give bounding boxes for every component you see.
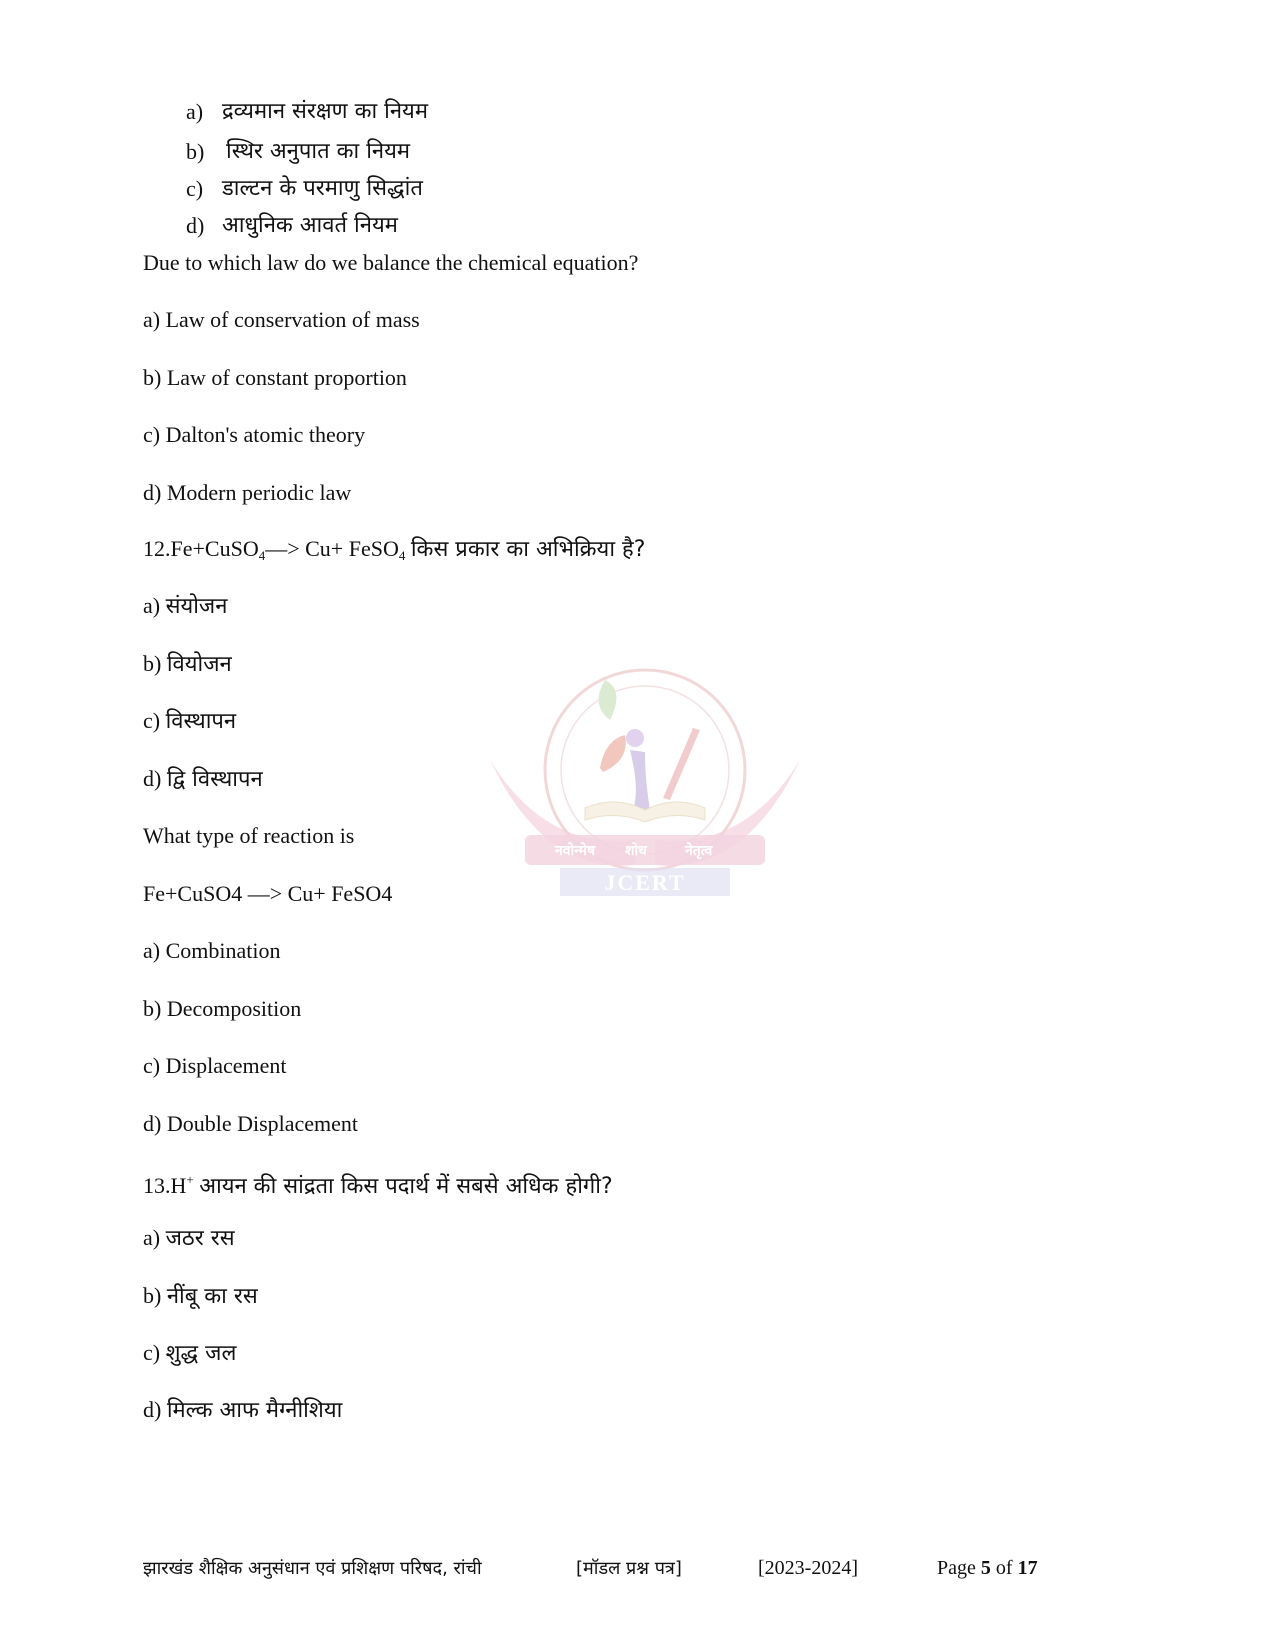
q11-en-question: Due to which law do we balance the chemical equation? bbox=[143, 250, 639, 275]
jcert-watermark-logo bbox=[485, 660, 805, 950]
q11-en-option-a: a) Law of conservation of mass bbox=[143, 307, 420, 332]
watermark-jcert: JCERT bbox=[604, 870, 686, 895]
q11-hi-option-b: b) स्थिर अनुपात का नियम bbox=[186, 139, 411, 164]
q12-en-equation: Fe+CuSO4 —> Cu+ FeSO4 bbox=[143, 881, 393, 906]
q13-option-c: c) शुद्ध जल bbox=[143, 1340, 237, 1366]
q11-en-option-d: d) Modern periodic law bbox=[143, 480, 352, 505]
footer-paper-type: [मॉडल प्रश्न पत्र] bbox=[576, 1558, 682, 1579]
q12-hi-option-d: d) द्वि विस्थापन bbox=[143, 766, 263, 792]
footer-council: झारखंड शैक्षिक अनुसंधान एवं प्रशिक्षण परिषद, रांची bbox=[143, 1558, 482, 1579]
q11-en-option-b: b) Law of constant proportion bbox=[143, 365, 407, 390]
footer-page-number: Page 5 of 17 bbox=[937, 1557, 1038, 1579]
q11-hi-option-a: a) द्रव्यमान संरक्षण का नियम bbox=[186, 99, 428, 124]
q11-hi-option-c: c) डाल्टन के परमाणु सिद्धांत bbox=[186, 176, 423, 201]
q12-en-question: What type of reaction is bbox=[143, 823, 355, 848]
q11-hi-option-d: d) आधुनिक आवर्त नियम bbox=[186, 213, 398, 238]
q13-option-a: a) जठर रस bbox=[143, 1225, 235, 1251]
q12-hi-question: 12.Fe+CuSO$_4$—> Cu+ FeSO$_4$ किस प्रकार का अभिक्रिया है? bbox=[143, 536, 646, 563]
watermark-motto-2: शोध bbox=[625, 843, 647, 859]
watermark-motto-1: नवोन्मेष bbox=[555, 843, 596, 859]
q11-en-option-c: c) Dalton's atomic theory bbox=[143, 422, 366, 447]
q13-hi-question: 13.H+ आयन की सांद्रता किस पदार्थ में सबसे अधिक होगी? bbox=[143, 1172, 613, 1199]
q12-hi-option-b: b) वियोजन bbox=[143, 651, 232, 677]
q13-option-b: b) नींबू का रस bbox=[143, 1283, 258, 1309]
q12-hi-option-c: c) विस्थापन bbox=[143, 708, 237, 734]
q13-option-d: d) मिल्क आफ मैग्नीशिया bbox=[143, 1397, 343, 1423]
q12-en-option-c: c) Displacement bbox=[143, 1053, 287, 1078]
q12-en-option-a: a) Combination bbox=[143, 938, 281, 963]
watermark-motto-3: नेतृत्व bbox=[685, 843, 713, 859]
q12-en-option-d: d) Double Displacement bbox=[143, 1111, 359, 1136]
q12-hi-option-a: a) संयोजन bbox=[143, 593, 228, 619]
q12-en-option-b: b) Decomposition bbox=[143, 996, 302, 1021]
footer-session: [2023-2024] bbox=[758, 1557, 858, 1579]
